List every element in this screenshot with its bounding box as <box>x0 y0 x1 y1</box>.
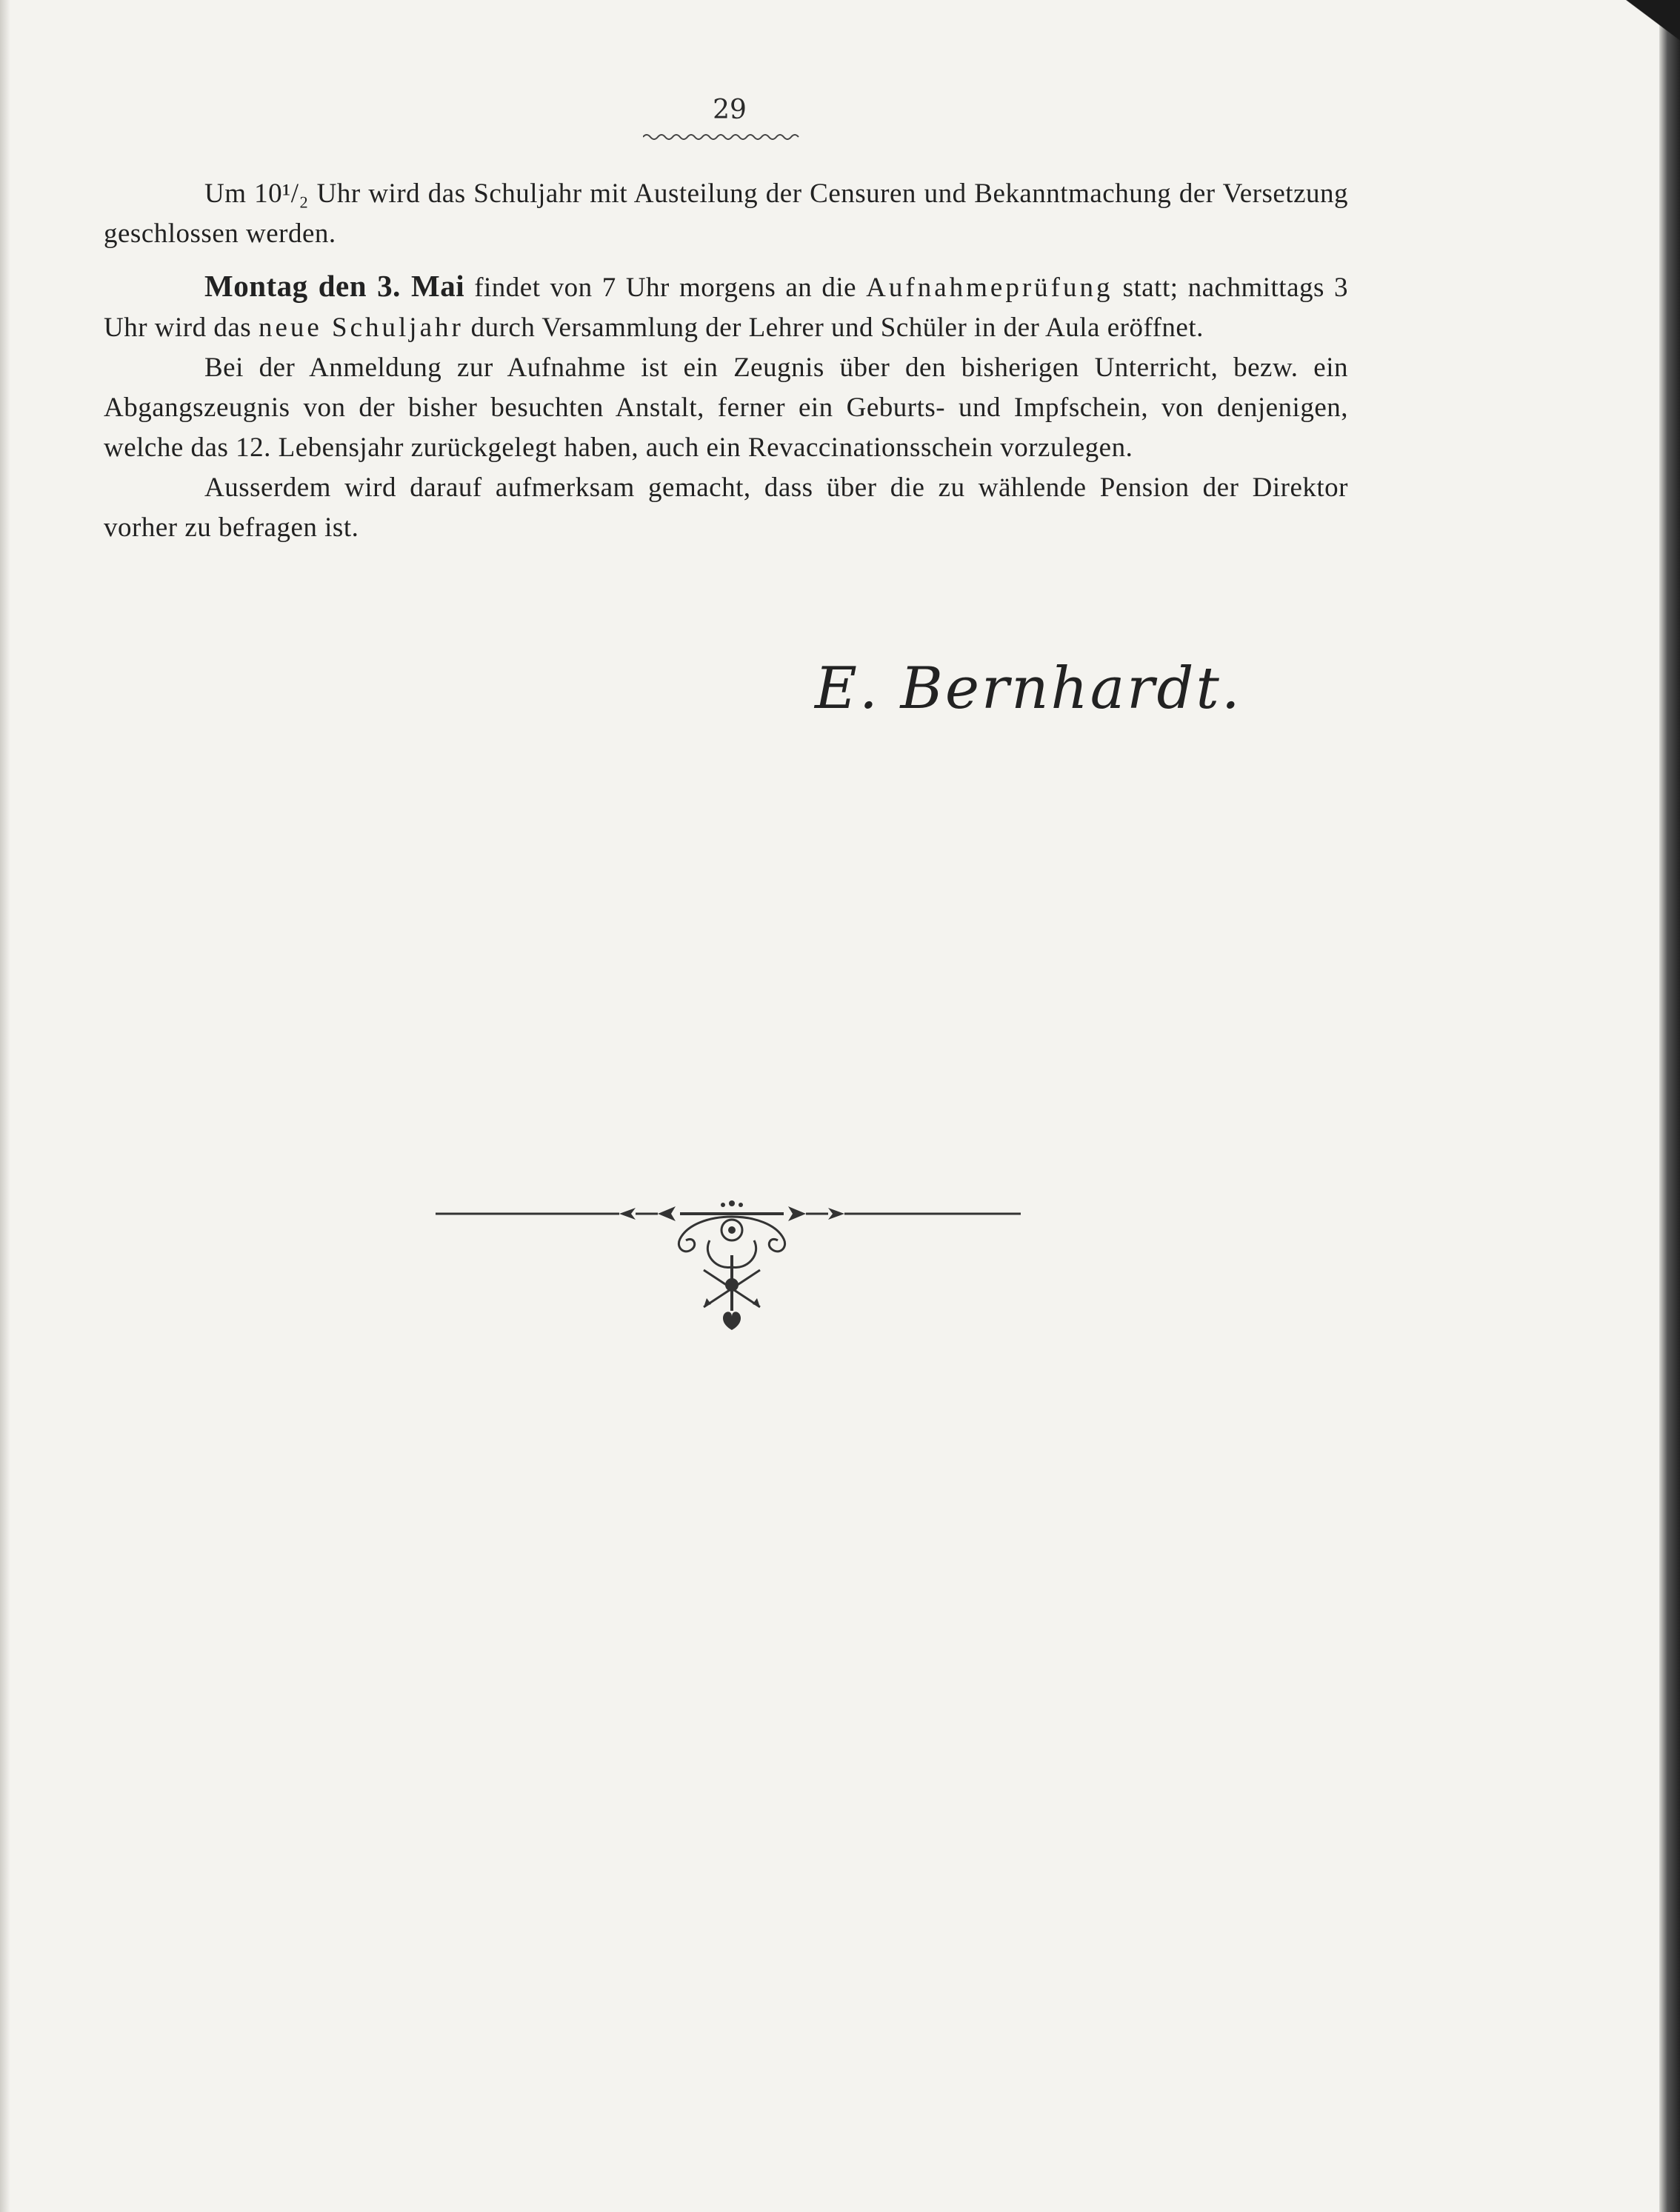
paragraph-text-segment: findet von 7 Uhr morgens an die <box>464 273 867 303</box>
page-number-ornament-line <box>643 132 806 142</box>
emphasis-exam: Aufnahmeprüfung <box>866 273 1113 303</box>
page-left-shadow <box>0 0 10 2212</box>
page-corner-shadow <box>1621 0 1680 44</box>
paragraph-entrance-exam <box>104 266 1348 348</box>
paragraph-graduation: Um 10¹/₂ Uhr wird das Schuljahr mit Austeilung der Censuren und Bekanntmachung der Versetzung geschlossen werden. <box>104 178 1348 249</box>
paragraph-text-segment: statt; nachmittags 3 Uhr wird das <box>104 273 1348 343</box>
paragraph-registration: Bei der Anmeldung zur Aufnahme ist ein Zeugnis über den bisherigen Unterricht, bezw. ein Abgangszeugnis von der bisher besuchten Anstalt, ferner ein Geburts- und Impfschein, von denjenigen, welche das 12. Lebensjahr zurückgelegt haben, auch ein Revaccinationsschein vorzulegen. <box>104 352 1348 463</box>
signature: E. Bernhardt. <box>815 655 1242 722</box>
page-number: 29 <box>713 95 747 125</box>
page-right-edge <box>1659 0 1680 2212</box>
paragraph-pension: Ausserdem wird darauf aufmerksam gemacht, dass über die zu wählende Pension der Direktor vorher zu befragen ist. <box>104 472 1348 543</box>
body-text <box>104 174 1348 548</box>
paragraph-text-segment: durch Versammlung der Lehrer und Schüler in der Aula eröffnet. <box>463 313 1204 343</box>
date-heading: Montag den 3. Mai <box>204 269 465 303</box>
ornament-divider-icon <box>436 1196 1028 1344</box>
emphasis-new-year: neue Schuljahr <box>258 313 464 343</box>
